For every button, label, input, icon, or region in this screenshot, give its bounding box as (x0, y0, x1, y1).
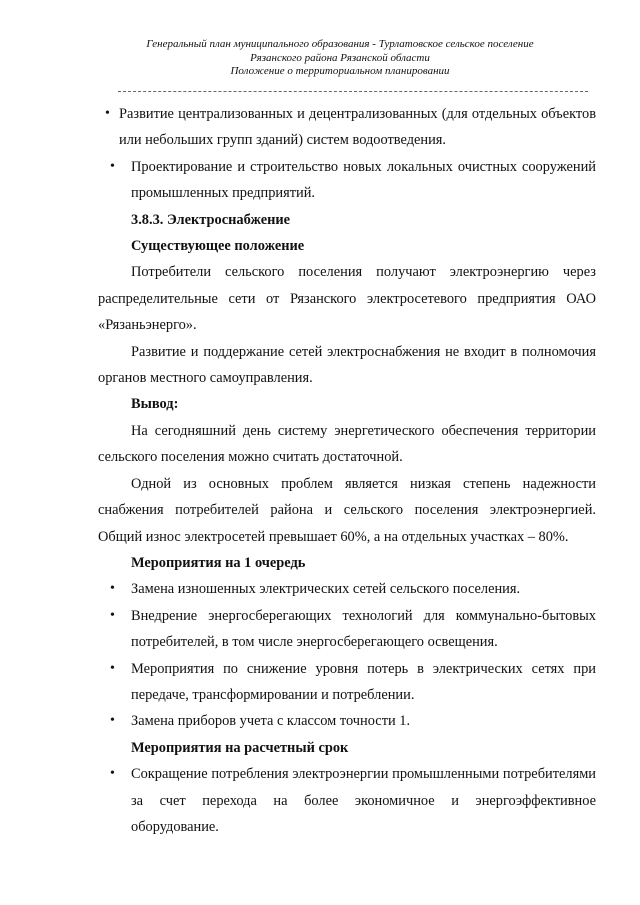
bullet-list-stage1 (110, 576, 596, 734)
bullet-icon: • (105, 106, 110, 121)
list-item-text: Сокращение потребления электроэнергии промышленными потребителями за счет перехода на более экономичное и энергоэффективное оборудование. (131, 766, 596, 835)
bullet-icon: • (110, 607, 115, 623)
bullet-icon: • (110, 158, 115, 174)
paragraph: Развитие и поддержание сетей электроснабжения не входит в полномочия органов местного самоуправления. (98, 343, 596, 387)
list-item (110, 656, 596, 709)
subheading-stage1: Мероприятия на 1 очередь (131, 554, 306, 571)
bullet-list-term (110, 761, 596, 840)
list-item (110, 576, 596, 602)
paragraph: На сегодняшний день систему энергетического обеспечения территории сельского поселения можно считать достаточной. (98, 422, 596, 466)
bullet-icon: • (110, 713, 115, 729)
paragraph: Одной из основных проблем является низкая степень надежности снабжения потребителей района и сельского поселения электроэнергией. Общий износ электросетей превышает 60%, а на отдельных участках – 80%. (98, 475, 596, 545)
header-divider (118, 91, 588, 92)
list-item (105, 101, 596, 154)
paragraph: Потребители сельского поселения получают электроэнергию через распределительные сети от Рязанского электросетевого предприятия ОАО «Рязаньэнерго». (98, 264, 596, 334)
bullet-list-top (105, 101, 596, 207)
section-title: 3.8.3. Электроснабжение (131, 211, 291, 228)
document-body (98, 101, 596, 840)
subheading-existing: Существующее положение (131, 238, 305, 255)
header-line-2: Рязанского района Рязанской области (250, 51, 430, 64)
bullet-icon: • (110, 766, 115, 782)
page-header (0, 38, 640, 79)
list-item (110, 603, 596, 656)
subheading-conclusion: Вывод: (131, 396, 179, 413)
list-item-text: Мероприятия по снижение уровня потерь в электрических сетях при передаче, трансформировании и потреблении. (131, 660, 596, 703)
list-item-text: Внедрение энергосберегающих технологий для коммунально-бытовых потребителей, в том числе энергосберегающего освещения. (131, 607, 596, 651)
list-item (110, 154, 596, 207)
bullet-icon: • (110, 660, 115, 676)
list-item (110, 761, 596, 840)
header-line-3: Положение о территориальном планировании (230, 65, 450, 77)
list-item-text: Проектирование и строительство новых локальных очистных сооружений промышленных предприятий. (131, 158, 596, 202)
list-item-text: Замена приборов учета с классом точности 1. (131, 713, 411, 730)
list-item (110, 708, 596, 734)
list-item-text: Развитие централизованных и децентрализованных (для отдельных объектов или небольших групп зданий) систем водоотведения. (119, 106, 596, 149)
bullet-icon: • (110, 581, 115, 597)
list-item-text: Замена изношенных электрических сетей сельского поселения. (131, 581, 521, 598)
subheading-term: Мероприятия на расчетный срок (131, 739, 349, 756)
header-line-1: Генеральный план муниципального образования - Турлатовское сельское поселение (146, 38, 534, 50)
